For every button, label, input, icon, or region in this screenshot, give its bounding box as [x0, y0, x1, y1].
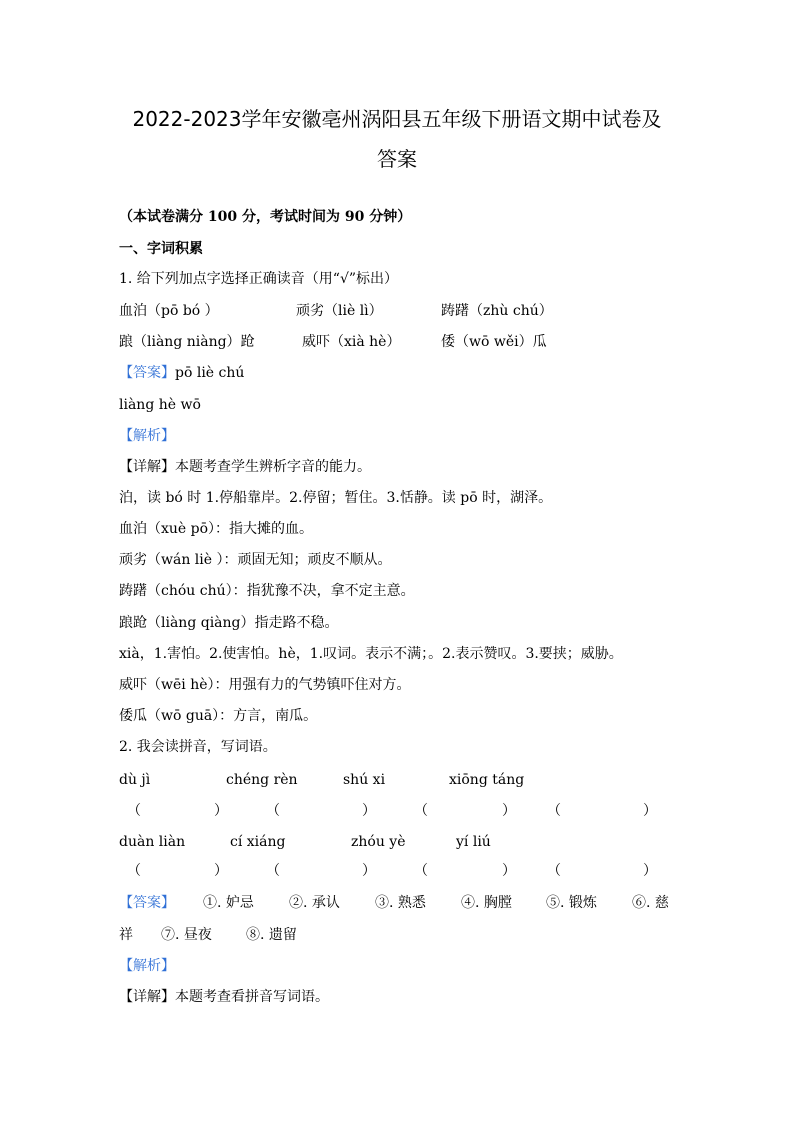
blank-open: （ [547, 863, 561, 879]
blank-open: （ [547, 803, 561, 819]
q1-stem: 1. 给下列加点字选择正确读音（用“√”标出） [119, 271, 399, 287]
blank-close: ） [362, 863, 376, 879]
answer-item: ⑦. 昼夜 [161, 927, 212, 943]
q1-detail: 血泊（xuè pō）：指大摊的血。 [119, 521, 314, 537]
pinyin: yí liú [456, 834, 491, 850]
title-line-2: 答案 [377, 147, 417, 171]
q1-detail: 踌躇（chóu chú）：指犹豫不决，拿不定主意。 [119, 583, 415, 599]
blank-open: （ [414, 863, 428, 879]
blank-open: （ [127, 863, 141, 879]
q1-detail: 踉跄（liàng qiàng）指走路不稳。 [119, 615, 339, 631]
analysis-tag: 【解析】 [119, 428, 175, 444]
blank-open: （ [414, 803, 428, 819]
q1-item: 踉（liàng niàng）跄 [119, 334, 255, 350]
pinyin: shú xi [343, 772, 386, 788]
pinyin: cí xiáng [230, 834, 286, 850]
q1-detail: 顽劣（wán liè ）：顽固无知；顽皮不顺从。 [119, 552, 392, 568]
q1-item: 踌躇（zhù chú） [441, 303, 553, 319]
pinyin: duàn liàn [119, 834, 186, 850]
q1-detail: 泊，读 bó 时 1.停船靠岸。2.停留；暂住。3.恬静。读 pō 时，湖泽。 [119, 490, 553, 506]
q1-detail: xià，1.害怕。2.使害怕。hè，1.叹词。表示不满；。2.表示赞叹。3.要挟；威胁。 [119, 646, 623, 662]
title-line-1: 2022-2023学年安徽亳州涡阳县五年级下册语文期中试卷及 [132, 107, 662, 131]
pinyin: xiōng táng [449, 772, 525, 788]
pinyin: chéng rèn [226, 772, 298, 788]
answer-item: ①. 妒忌 [203, 895, 254, 911]
q1-item: 血泊（pō bó ） [119, 303, 219, 319]
q1-detail: 【详解】本题考查学生辨析字音的能力。 [119, 459, 371, 475]
q1-detail: 威吓（wēi hè）：用强有力的气势镇吓住对方。 [119, 677, 411, 693]
blank-close: ） [502, 863, 516, 879]
blank-close: ） [502, 803, 516, 819]
section-heading: 一、字词积累 [119, 241, 203, 257]
pinyin: dù jì [119, 772, 151, 788]
blank-close: ） [362, 803, 376, 819]
analysis-tag: 【解析】 [119, 958, 175, 974]
blank-close: ） [214, 863, 228, 879]
answer-tag: 【答案】 [119, 895, 175, 911]
blank-open: （ [266, 803, 280, 819]
q1-item: 威吓（xià hè） [302, 334, 401, 350]
answer-item: ④. 胸膛 [461, 895, 512, 911]
answer-item: ⑥. 慈 [632, 895, 669, 911]
blank-close: ） [643, 803, 657, 819]
answer-item: ②. 承认 [289, 895, 340, 911]
answer-item: ③. 熟悉 [375, 895, 426, 911]
q2-detail: 【详解】本题考查看拼音写词语。 [119, 989, 329, 1005]
pinyin: zhóu yè [351, 834, 406, 850]
q1-item: 倭（wō wěi）瓜 [441, 334, 547, 350]
q1-detail: 倭瓜（wō guā）：方言，南瓜。 [119, 708, 318, 724]
blank-close: ） [214, 803, 228, 819]
q1-item: 顽劣（liè lì） [296, 303, 383, 319]
blank-open: （ [127, 803, 141, 819]
answer-tag: 【答案】 [119, 365, 175, 381]
answer-item: 祥 [119, 927, 133, 943]
q1-answer-cont: liàng hè wō [119, 397, 201, 413]
answer-item: ⑧. 遗留 [246, 927, 297, 943]
answer-text: pō liè chú [175, 365, 245, 381]
exam-info: （本试卷满分 100 分，考试时间为 90 分钟） [119, 209, 412, 225]
blank-open: （ [266, 863, 280, 879]
q2-stem: 2. 我会读拼音，写词语。 [119, 739, 277, 755]
blank-close: ） [643, 863, 657, 879]
answer-item: ⑤. 锻炼 [546, 895, 597, 911]
q1-answer [119, 364, 244, 382]
